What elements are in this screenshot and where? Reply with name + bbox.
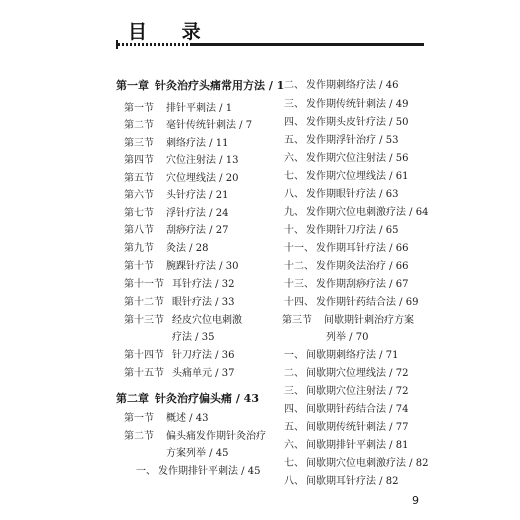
entry-title: 间歇期针药结合法 / 74 bbox=[306, 404, 409, 415]
entry-title: 针刀疗法 / 36 bbox=[172, 350, 235, 361]
toc-entry[interactable] bbox=[124, 207, 228, 220]
toc-chapter-1[interactable] bbox=[116, 79, 284, 92]
entry-title: 穴位注射法 / 13 bbox=[166, 155, 239, 166]
toc-entry[interactable] bbox=[124, 102, 232, 115]
toc-entry[interactable] bbox=[284, 98, 408, 111]
toc-entry-continuation[interactable] bbox=[172, 331, 214, 344]
entry-title: 列举 / 70 bbox=[326, 332, 369, 343]
toc-entry-continuation[interactable] bbox=[166, 447, 228, 460]
toc-entry[interactable] bbox=[284, 188, 398, 201]
entry-title: 发作期穴位电刺激疗法 / 64 bbox=[306, 207, 429, 218]
entry-title: 头痛单元 / 37 bbox=[172, 368, 235, 379]
entry-label: 第三节 bbox=[124, 138, 154, 149]
entry-label: 五、 bbox=[284, 135, 304, 146]
entry-title: 发作期穴位注射法 / 56 bbox=[306, 153, 409, 164]
chapter-title: 针灸治疗头痛常用方法 / 1 bbox=[155, 79, 285, 92]
entry-title: 间歇期耳针疗法 / 82 bbox=[306, 476, 399, 487]
entry-label: 第十四节 bbox=[124, 350, 164, 361]
entry-title: 浮针疗法 / 24 bbox=[166, 208, 229, 219]
entry-title: 间歇期针刺治疗方案 bbox=[324, 315, 414, 326]
entry-title: 刺络疗法 / 11 bbox=[166, 138, 229, 149]
entry-label: 九、 bbox=[284, 207, 304, 218]
entry-title: 排针平刺法 / 1 bbox=[166, 103, 233, 114]
entry-title: 发作期穴位埋线法 / 61 bbox=[306, 171, 409, 182]
entry-label: 第二节 bbox=[124, 431, 154, 442]
toc-entry[interactable] bbox=[284, 475, 398, 488]
toc-section-3[interactable] bbox=[282, 314, 414, 327]
entry-label: 十一、 bbox=[284, 243, 314, 254]
entry-title: 灸法 / 28 bbox=[166, 243, 209, 254]
chapter-label: 第二章 bbox=[116, 392, 149, 405]
entry-title: 间歇期刺络疗法 / 71 bbox=[306, 350, 399, 361]
entry-title: 发作期针药结合法 / 69 bbox=[316, 297, 419, 308]
toc-entry[interactable] bbox=[124, 154, 238, 167]
toc-entry[interactable] bbox=[284, 421, 408, 434]
entry-title: 发作期浮针治疗 / 53 bbox=[306, 135, 399, 146]
entry-title: 腕踝针疗法 / 30 bbox=[166, 261, 239, 272]
toc-entry[interactable] bbox=[124, 412, 208, 425]
entry-title: 偏头痛发作期针灸治疗 bbox=[166, 431, 266, 442]
entry-title: 发作期刺络疗法 / 46 bbox=[306, 80, 399, 91]
entry-label: 三、 bbox=[284, 99, 304, 110]
entry-title: 头针疗法 / 21 bbox=[166, 190, 229, 201]
entry-title: 间歇期穴位埋线法 / 72 bbox=[306, 368, 409, 379]
entry-label: 第五节 bbox=[124, 173, 154, 184]
entry-label: 八、 bbox=[284, 189, 304, 200]
entry-title: 刮痧疗法 / 27 bbox=[166, 225, 229, 236]
entry-label: 第十节 bbox=[124, 261, 154, 272]
toc-entry[interactable] bbox=[124, 314, 242, 327]
toc-entry[interactable] bbox=[124, 172, 238, 185]
entry-title: 间歇期穴位电刺激疗法 / 82 bbox=[306, 458, 429, 469]
toc-entry[interactable] bbox=[124, 242, 208, 255]
toc-entry[interactable] bbox=[284, 79, 398, 92]
toc-entry[interactable] bbox=[124, 296, 234, 309]
toc-entry[interactable] bbox=[124, 260, 238, 273]
entry-label: 二、 bbox=[284, 368, 304, 379]
entry-label: 第十五节 bbox=[124, 368, 164, 379]
entry-label: 第十二节 bbox=[124, 297, 164, 308]
entry-label: 一、 bbox=[284, 350, 304, 361]
entry-label: 第一节 bbox=[124, 103, 154, 114]
entry-label: 第四节 bbox=[124, 155, 154, 166]
toc-entry[interactable] bbox=[284, 367, 408, 380]
entry-label: 第九节 bbox=[124, 243, 154, 254]
entry-label: 十二、 bbox=[284, 261, 314, 272]
toc-entry[interactable] bbox=[284, 116, 408, 129]
entry-title: 发作期针刀疗法 / 65 bbox=[306, 225, 399, 236]
toc-entry[interactable] bbox=[284, 349, 398, 362]
entry-label: 一、 bbox=[136, 466, 156, 477]
entry-title: 发作期刮痧疗法 / 67 bbox=[316, 279, 409, 290]
entry-label: 第八节 bbox=[124, 225, 154, 236]
entry-title: 疗法 / 35 bbox=[172, 332, 215, 343]
toc-entry[interactable] bbox=[284, 170, 408, 183]
entry-title: 间歇期传统针刺法 / 77 bbox=[306, 422, 409, 433]
toc-entry[interactable] bbox=[284, 206, 428, 219]
toc-entry[interactable] bbox=[284, 403, 408, 416]
entry-label: 第三节 bbox=[282, 315, 312, 326]
entry-label: 第十一节 bbox=[124, 279, 164, 290]
entry-title: 概述 / 43 bbox=[166, 413, 209, 424]
entry-title: 方案列举 / 45 bbox=[166, 448, 229, 459]
entry-title: 毫针传统针刺法 / 7 bbox=[166, 120, 253, 131]
toc-entry[interactable] bbox=[124, 430, 266, 443]
toc-entry[interactable] bbox=[284, 134, 398, 147]
chapter-title: 针灸治疗偏头痛 / 43 bbox=[155, 392, 259, 405]
toc-entry[interactable] bbox=[284, 457, 428, 470]
entry-label: 七、 bbox=[284, 171, 304, 182]
entry-title: 耳针疗法 / 32 bbox=[172, 279, 235, 290]
toc-entry[interactable] bbox=[124, 189, 228, 202]
toc-entry[interactable] bbox=[124, 367, 234, 380]
entry-label: 第一节 bbox=[124, 413, 154, 424]
entry-title: 间歇期排针平刺法 / 81 bbox=[306, 440, 409, 451]
toc-entry[interactable] bbox=[136, 465, 260, 478]
entry-title: 发作期灸法治疗 / 66 bbox=[316, 261, 409, 272]
entry-label: 第七节 bbox=[124, 208, 154, 219]
toc-entry[interactable] bbox=[284, 242, 408, 255]
entry-title: 发作期头皮针疗法 / 50 bbox=[306, 117, 409, 128]
entry-title: 发作期眼针疗法 / 63 bbox=[306, 189, 399, 200]
rule-hatch bbox=[118, 43, 192, 46]
toc-chapter-2[interactable] bbox=[116, 392, 259, 405]
entry-label: 八、 bbox=[284, 476, 304, 487]
toc-entry[interactable] bbox=[284, 385, 408, 398]
toc-entry[interactable] bbox=[284, 224, 398, 237]
toc-entry[interactable] bbox=[124, 119, 252, 132]
entry-title: 经皮穴位电刺激 bbox=[172, 315, 242, 326]
entry-label: 七、 bbox=[284, 458, 304, 469]
entry-title: 穴位埋线法 / 20 bbox=[166, 173, 239, 184]
entry-title: 发作期排针平刺法 / 45 bbox=[158, 466, 261, 477]
entry-label: 第十三节 bbox=[124, 315, 164, 326]
entry-label: 五、 bbox=[284, 422, 304, 433]
entry-label: 六、 bbox=[284, 153, 304, 164]
entry-label: 四、 bbox=[284, 404, 304, 415]
chapter-label: 第一章 bbox=[116, 79, 149, 92]
toc-entry-continuation[interactable] bbox=[326, 331, 368, 344]
toc-heading: 目 录 bbox=[128, 21, 215, 43]
entry-label: 十三、 bbox=[284, 279, 314, 290]
toc-entry[interactable] bbox=[284, 278, 408, 291]
toc-entry[interactable] bbox=[124, 224, 228, 237]
entry-label: 四、 bbox=[284, 117, 304, 128]
page-number: 9 bbox=[412, 494, 419, 507]
toc-entry[interactable] bbox=[284, 296, 418, 309]
entry-label: 六、 bbox=[284, 440, 304, 451]
entry-title: 发作期耳针疗法 / 66 bbox=[316, 243, 409, 254]
toc-entry[interactable] bbox=[284, 152, 408, 165]
toc-entry[interactable] bbox=[124, 278, 234, 291]
entry-label: 第二节 bbox=[124, 120, 154, 131]
entry-label: 三、 bbox=[284, 386, 304, 397]
entry-label: 二、 bbox=[284, 80, 304, 91]
toc-entry[interactable] bbox=[284, 260, 408, 273]
toc-entry[interactable] bbox=[124, 137, 228, 150]
toc-entry[interactable] bbox=[284, 439, 408, 452]
entry-title: 眼针疗法 / 33 bbox=[172, 297, 235, 308]
entry-label: 十四、 bbox=[284, 297, 314, 308]
entry-title: 发作期传统针刺法 / 49 bbox=[306, 99, 409, 110]
entry-title: 间歇期穴位注射法 / 72 bbox=[306, 386, 409, 397]
entry-label: 十、 bbox=[284, 225, 304, 236]
entry-label: 第六节 bbox=[124, 190, 154, 201]
toc-entry[interactable] bbox=[124, 349, 234, 362]
